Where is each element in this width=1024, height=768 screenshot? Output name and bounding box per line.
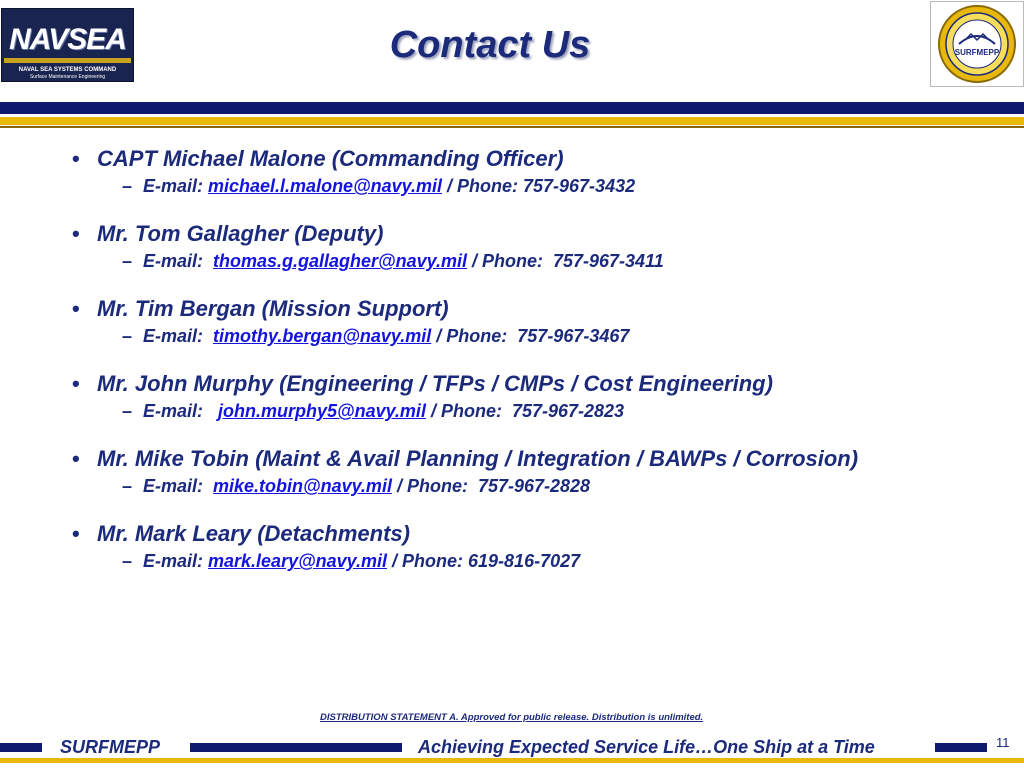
contact-details [70, 173, 1010, 199]
contact-details [70, 248, 1010, 274]
bullet-icon: • [72, 371, 80, 396]
header-gold-underline [0, 126, 1024, 128]
contact-details [70, 548, 1010, 574]
bullet-icon: • [72, 146, 80, 171]
seal-text: SURFMEPP [954, 48, 1000, 57]
footer-surfmepp-label: SURFMEPP [60, 737, 161, 757]
email-label: E-mail: [143, 401, 219, 421]
email-link[interactable]: thomas.g.gallagher@navy.mil [213, 251, 467, 271]
bullet-icon: • [72, 446, 80, 471]
email-link[interactable]: michael.l.malone@navy.mil [208, 176, 442, 196]
contact-entry [70, 294, 1010, 349]
dash-icon: – [122, 176, 133, 196]
contact-entry [70, 219, 1010, 274]
contact-name-text: CAPT Michael Malone (Commanding Officer) [97, 146, 564, 171]
contact-details [70, 473, 1010, 499]
phone-text: / Phone: 757-967-3432 [442, 176, 636, 196]
footer-bar-right [935, 743, 987, 752]
page-title: Contact Us [389, 24, 591, 66]
surfmepp-seal [930, 1, 1024, 87]
phone-text: / Phone: 757-967-2828 [391, 476, 591, 496]
navsea-logo-line2: Surface Maintenance Engineering [29, 74, 106, 80]
contact-entry [70, 144, 1010, 199]
email-link[interactable]: mark.leary@navy.mil [208, 551, 388, 571]
contact-name [70, 369, 1010, 398]
contact-entry [70, 369, 1010, 424]
dash-icon: – [122, 551, 133, 571]
email-link[interactable]: mike.tobin@navy.mil [213, 476, 392, 496]
surfmepp-seal-icon [935, 4, 1019, 84]
navsea-logo [1, 8, 134, 82]
contact-entry [70, 519, 1010, 574]
navsea-logo-line1: NAVAL SEA SYSTEMS COMMAND [18, 67, 117, 73]
phone-text: / Phone: 757-967-3411 [466, 251, 664, 271]
email-link[interactable]: timothy.bergan@navy.mil [213, 326, 432, 346]
contact-name [70, 219, 1010, 248]
dash-icon: – [122, 326, 133, 346]
email-label: E-mail: [143, 551, 209, 571]
dash-icon: – [122, 476, 133, 496]
contact-name [70, 294, 1010, 323]
page-number: 11 [996, 735, 1010, 750]
phone-text: / Phone: 757-967-2823 [425, 401, 625, 421]
contact-name [70, 519, 1010, 548]
footer-bar-middle [190, 743, 402, 752]
header-navy-bar [0, 102, 1024, 114]
dash-icon: – [122, 401, 133, 421]
email-link[interactable]: john.murphy5@navy.mil [218, 401, 426, 421]
contact-name [70, 144, 1010, 173]
contact-entry [70, 444, 1010, 499]
navsea-logo-word: NAVSEA [9, 23, 126, 56]
footer-gold-bar [0, 758, 1024, 763]
contact-name [70, 444, 1010, 473]
contact-details [70, 398, 1010, 424]
phone-text: / Phone: 757-967-3467 [431, 326, 630, 346]
distribution-statement: DISTRIBUTION STATEMENT A. Approved for public release. Distribution is unlimited. [320, 712, 704, 723]
contact-details [70, 323, 1010, 349]
email-label: E-mail: [143, 176, 209, 196]
contact-name-text: Mr. Mike Tobin (Maint & Avail Planning / Integration / BAWPs / Corrosion) [97, 446, 859, 471]
contact-name-text: Mr. John Murphy (Engineering / TFPs / CMPs / Cost Engineering) [97, 371, 773, 396]
contact-name-text: Mr. Tom Gallagher (Deputy) [97, 221, 384, 246]
email-label: E-mail: [143, 326, 214, 346]
bullet-icon: • [72, 221, 80, 246]
header-gold-bar [0, 117, 1024, 125]
email-label: E-mail: [143, 251, 214, 271]
phone-text: / Phone: 619-816-7027 [387, 551, 581, 571]
email-label: E-mail: [143, 476, 214, 496]
footer-tagline: Achieving Expected Service Life…One Ship at a Time [418, 737, 875, 757]
contact-name-text: Mr. Tim Bergan (Mission Support) [97, 296, 449, 321]
bullet-icon: • [72, 296, 80, 321]
footer-bar-left [0, 743, 42, 752]
bullet-icon: • [72, 521, 80, 546]
dash-icon: – [122, 251, 133, 271]
navsea-logo-stripe [4, 58, 131, 63]
contact-list [70, 144, 1010, 594]
contact-name-text: Mr. Mark Leary (Detachments) [97, 521, 410, 546]
